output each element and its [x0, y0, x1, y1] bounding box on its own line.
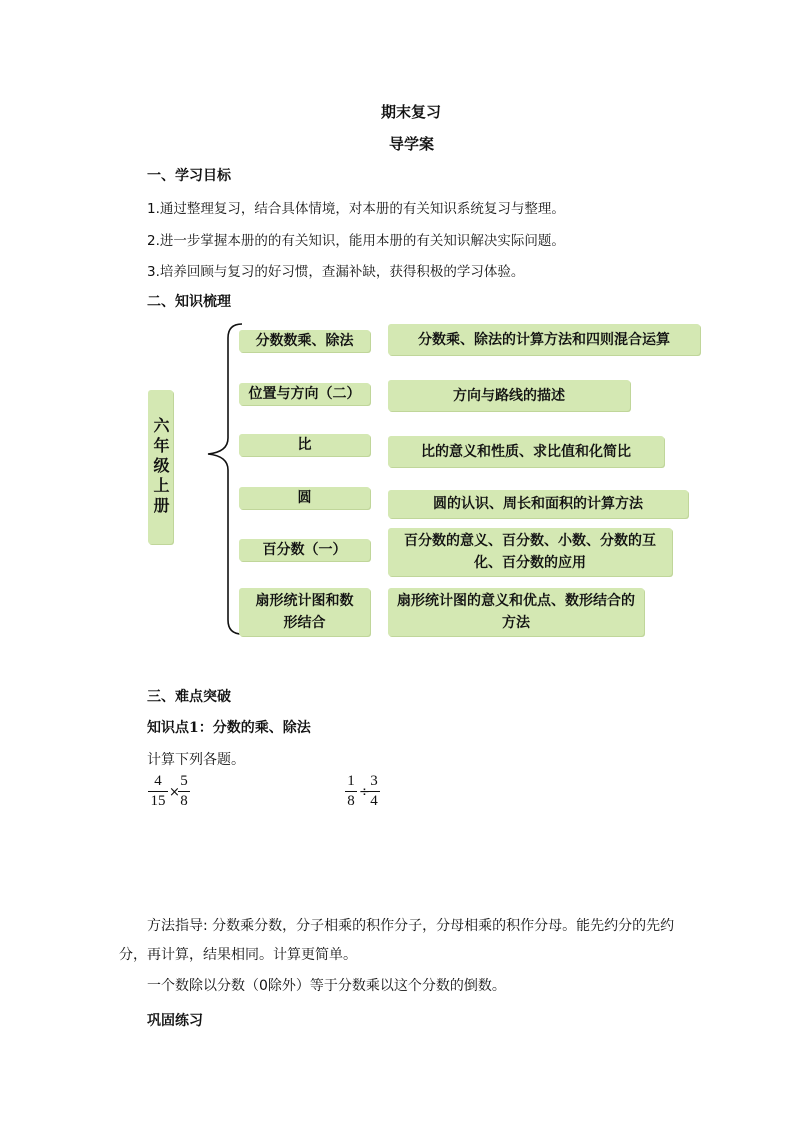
section-heading-goals: 一、学习目标	[147, 168, 231, 184]
denominator: 8	[347, 793, 355, 809]
method-guide-line-2: 分，再计算，结果相同。计算更简单。	[119, 947, 357, 963]
goal-item-1: 1.通过整理复习，结合具体情境，对本册的有关知识系统复习与整理。	[147, 201, 565, 217]
section-heading-difficulties: 三、难点突破	[147, 689, 231, 705]
detail-box-pie-chart: 扇形统计图的意义和优点、数形结合的方法	[388, 588, 644, 636]
fraction-3-4	[368, 773, 380, 810]
detail-box-ratio: 比的意义和性质、求比值和化简比	[388, 436, 664, 467]
section-heading-knowledge: 二、知识梳理	[147, 294, 231, 310]
numerator: 4	[154, 773, 162, 789]
detail-box-circle: 圆的认识、周长和面积的计算方法	[388, 490, 688, 518]
root-node: 六年级上册	[148, 390, 173, 544]
denominator: 8	[180, 793, 188, 809]
topic-box-position: 位置与方向（二）	[239, 383, 370, 405]
topic-box-percent: 百分数（一）	[239, 539, 370, 561]
topic-box-ratio: 比	[239, 434, 370, 456]
fraction-bar	[178, 791, 190, 792]
fraction-bar	[148, 791, 168, 792]
goal-item-3: 3.培养回顾与复习的好习惯，查漏补缺，获得积极的学习体验。	[147, 264, 525, 280]
numerator: 5	[180, 773, 188, 789]
topic-box-circle: 圆	[239, 487, 370, 509]
fraction-bar	[345, 791, 357, 792]
method-guide-line-3: 一个数除以分数（0除外）等于分数乘以这个分数的倒数。	[147, 978, 506, 994]
goal-item-2: 2.进一步掌握本册的的有关知识，能用本册的有关知识解决实际问题。	[147, 233, 565, 249]
denominator: 15	[150, 793, 166, 809]
fraction-5-8	[178, 773, 190, 810]
numerator: 3	[370, 773, 378, 789]
practice-heading: 巩固练习	[147, 1013, 203, 1029]
detail-box-position: 方向与路线的描述	[388, 380, 630, 411]
topic-box-fraction-ops: 分数数乘、除法	[239, 330, 370, 352]
page-subtitle: 导学案	[389, 135, 435, 153]
method-guide-line-1: 方法指导: 分数乘分数，分子相乘的积作分子，分母相乘的积作分母。能先约分的先约	[147, 918, 675, 934]
knowledge-point-1: 知识点1：分数的乘、除法	[147, 720, 311, 736]
multiply-sign: ×	[169, 785, 180, 800]
denominator: 4	[370, 793, 378, 809]
numerator: 1	[347, 773, 355, 789]
divide-sign: ÷	[359, 785, 370, 800]
fraction-1-8	[345, 773, 357, 810]
fraction-bar	[368, 791, 380, 792]
detail-box-fraction-ops: 分数乘、除法的计算方法和四则混合运算	[388, 324, 700, 355]
topic-box-pie-chart: 扇形统计图和数形结合	[239, 588, 370, 636]
fraction-4-15	[148, 773, 168, 810]
page-title: 期末复习	[381, 103, 442, 121]
exercise-prompt: 计算下列各题。	[147, 752, 245, 768]
detail-box-percent: 百分数的意义、百分数、小数、分数的互化、百分数的应用	[388, 528, 672, 576]
